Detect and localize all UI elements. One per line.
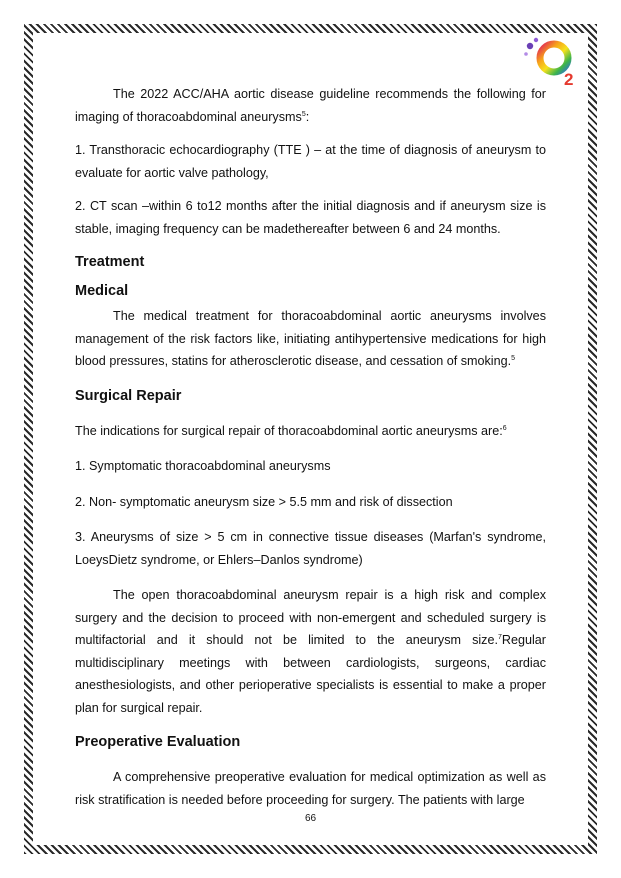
svg-text:2: 2 (564, 70, 574, 88)
reference-superscript: 5 (511, 355, 516, 362)
preoperative-evaluation-heading: Preoperative Evaluation (75, 734, 241, 750)
reference-superscript: 7 (497, 634, 502, 641)
reference-superscript: 5 (301, 110, 306, 118)
imaging-item-2: 2. CT scan –within 6 to12 months after the initial diagnosis and if aneurysm size is stable, imaging frequency can be madethereafter between 6 and 24 months. (75, 199, 546, 236)
medical-heading: Medical (75, 283, 129, 299)
preoperative-paragraph: A comprehensive preoperative evaluation for medical optimization as well as risk stratification is needed before proceeding for surgery. The patients with large (75, 770, 546, 807)
treatment-heading: Treatment (75, 254, 145, 270)
imaging-item-1: 1. Transthoracic echocardiography (TTE ) – at the time of diagnosis of aneurysm to evaluate for aortic valve pathology, (75, 143, 546, 180)
indication-item-3: 3. Aneurysms of size > 5 cm in connective tissue diseases (Marfan's syndrome, LoeysDietz syndrome, or Ehlers–Danlos syndrome) (75, 530, 546, 567)
medical-paragraph: The medical treatment for thoracoabdominal aortic aneurysms involves management of the risk factors like, initiating antihypertensive medications for high blood pressures, statins for atherosclerotic disease, and cessation of smoking.$^5$ (75, 309, 546, 368)
reference-superscript: 6 (502, 424, 507, 432)
indication-item-2: 2. Non- symptomatic aneurysm size > 5.5 mm and risk of dissection (75, 494, 453, 509)
document-body (75, 83, 546, 811)
surgical-repair-heading: Surgical Repair (75, 387, 182, 404)
indication-item-1: 1. Symptomatic thoracoabdominal aneurysms (75, 459, 331, 473)
page-number: 66 (304, 813, 317, 824)
surgical-intro: The indications for surgical repair of thoracoabdominal aortic aneurysms are:$^6$ (75, 423, 507, 438)
surgical-decision-paragraph: The open thoracoabdominal aneurysm repair is a high risk and complex surgery and the decision to proceed with non-emergent and scheduled surgery is multifactorial and it should not be limited to the aneurysm size.$^7$Regular multidisciplinary meetings with between cardiologists, surgeons, cardiac anesthesiologists, and other perioperative specialists is essential to make a proper plan for surgical repair. (75, 588, 546, 715)
o2-logo-icon (520, 36, 582, 88)
intro-paragraph: The 2022 ACC/AHA aortic disease guideline recommends the following for imaging of thoracoabdominal aneurysms$^5$: (75, 87, 546, 124)
